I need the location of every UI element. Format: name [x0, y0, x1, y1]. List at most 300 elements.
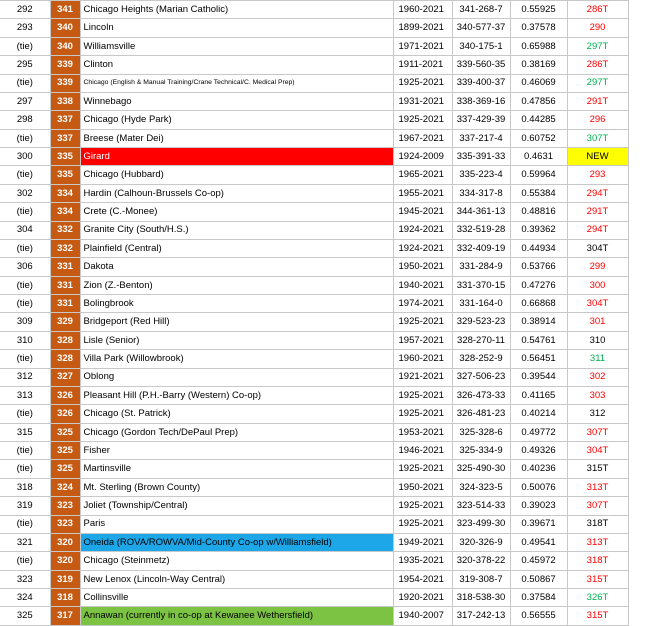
prev-rank-cell[interactable]: 311 [567, 350, 628, 368]
empty-cell[interactable] [628, 166, 660, 184]
empty-cell[interactable] [628, 478, 660, 496]
wins-cell[interactable]: 335 [50, 166, 80, 184]
rank-cell[interactable]: 309 [0, 313, 50, 331]
team-cell[interactable]: Hardin (Calhoun-Brussels Co-op) [80, 184, 393, 202]
table-row [0, 1, 660, 19]
record-cell[interactable]: 325-334-9 [452, 442, 510, 460]
rank-cell[interactable]: 306 [0, 258, 50, 276]
empty-cell[interactable] [628, 552, 660, 570]
empty-cell[interactable] [628, 203, 660, 221]
team-cell[interactable]: Annawan (currently in co-op at Kewanee Wethersfield) [80, 607, 393, 625]
record-cell[interactable]: 326-473-33 [452, 386, 510, 404]
years-cell[interactable]: 1965-2021 [393, 166, 452, 184]
prev-rank-cell[interactable]: 293 [567, 166, 628, 184]
table-row [0, 515, 660, 533]
team-cell[interactable]: Clinton [80, 56, 393, 74]
team-cell[interactable]: Chicago (English & Manual Training/Crane Technical/C. Medical Prep) [80, 74, 393, 92]
team-cell[interactable]: Martinsville [80, 460, 393, 478]
record-cell[interactable]: 341-268-7 [452, 1, 510, 19]
years-cell[interactable]: 1946-2021 [393, 442, 452, 460]
prev-rank-cell[interactable]: 315T [567, 570, 628, 588]
rank-cell[interactable]: 297 [0, 92, 50, 110]
wins-cell[interactable]: 331 [50, 295, 80, 313]
prev-rank-cell[interactable]: 318T [567, 552, 628, 570]
table-row [0, 423, 660, 441]
table-row [0, 37, 660, 55]
years-cell[interactable]: 1940-2007 [393, 607, 452, 625]
prev-rank-cell[interactable]: 294T [567, 221, 628, 239]
years-cell[interactable]: 1974-2021 [393, 295, 452, 313]
team-cell[interactable]: Granite City (South/H.S.) [80, 221, 393, 239]
empty-cell[interactable] [628, 56, 660, 74]
team-cell[interactable]: Girard [80, 148, 393, 166]
wins-cell[interactable]: 335 [50, 148, 80, 166]
empty-cell[interactable] [628, 19, 660, 37]
record-cell[interactable]: 323-499-30 [452, 515, 510, 533]
rank-cell[interactable]: (tie) [0, 37, 50, 55]
team-cell[interactable]: Dakota [80, 258, 393, 276]
table-body [0, 1, 660, 626]
rank-cell[interactable]: (tie) [0, 552, 50, 570]
prev-rank-cell[interactable]: 315T [567, 460, 628, 478]
pct-cell[interactable]: 0.39671 [510, 515, 567, 533]
record-cell[interactable]: 327-506-23 [452, 368, 510, 386]
rank-cell[interactable]: 298 [0, 111, 50, 129]
years-cell[interactable]: 1925-2021 [393, 111, 452, 129]
prev-rank-cell[interactable]: 307T [567, 497, 628, 515]
empty-cell[interactable] [628, 1, 660, 19]
pct-cell[interactable]: 0.39544 [510, 368, 567, 386]
years-cell[interactable]: 1949-2021 [393, 533, 452, 551]
prev-rank-cell[interactable]: 307T [567, 423, 628, 441]
pct-cell[interactable]: 0.45972 [510, 552, 567, 570]
pct-cell[interactable]: 0.54761 [510, 331, 567, 349]
wins-cell[interactable]: 332 [50, 221, 80, 239]
pct-cell[interactable]: 0.41165 [510, 386, 567, 404]
prev-rank-cell[interactable]: 291T [567, 203, 628, 221]
wins-cell[interactable]: 327 [50, 368, 80, 386]
table-row [0, 533, 660, 551]
wins-cell[interactable]: 325 [50, 442, 80, 460]
wins-cell[interactable]: 318 [50, 589, 80, 607]
pct-cell[interactable]: 0.66868 [510, 295, 567, 313]
prev-rank-cell[interactable]: 304T [567, 295, 628, 313]
wins-cell[interactable]: 339 [50, 56, 80, 74]
pct-cell[interactable]: 0.53766 [510, 258, 567, 276]
empty-cell[interactable] [628, 423, 660, 441]
years-cell[interactable]: 1925-2021 [393, 497, 452, 515]
rank-cell[interactable]: (tie) [0, 405, 50, 423]
record-cell[interactable]: 334-317-8 [452, 184, 510, 202]
years-cell[interactable]: 1971-2021 [393, 37, 452, 55]
empty-cell[interactable] [628, 111, 660, 129]
empty-cell[interactable] [628, 258, 660, 276]
wins-cell[interactable]: 325 [50, 460, 80, 478]
table-row [0, 478, 660, 496]
pct-cell[interactable]: 0.37578 [510, 19, 567, 37]
years-cell[interactable]: 1925-2021 [393, 405, 452, 423]
team-cell[interactable]: Chicago (St. Patrick) [80, 405, 393, 423]
empty-cell[interactable] [628, 386, 660, 404]
rank-cell[interactable]: (tie) [0, 515, 50, 533]
record-cell[interactable]: 331-284-9 [452, 258, 510, 276]
empty-cell[interactable] [628, 295, 660, 313]
record-cell[interactable]: 319-308-7 [452, 570, 510, 588]
team-cell[interactable]: Winnebago [80, 92, 393, 110]
rank-cell[interactable]: 325 [0, 607, 50, 625]
prev-rank-cell[interactable]: 297T [567, 74, 628, 92]
empty-cell[interactable] [628, 239, 660, 257]
table-row [0, 295, 660, 313]
team-cell[interactable]: Lincoln [80, 19, 393, 37]
pct-cell[interactable]: 0.59964 [510, 166, 567, 184]
pct-cell[interactable]: 0.60752 [510, 129, 567, 147]
pct-cell[interactable]: 0.47856 [510, 92, 567, 110]
years-cell[interactable]: 1911-2021 [393, 56, 452, 74]
rank-cell[interactable]: (tie) [0, 295, 50, 313]
empty-cell[interactable] [628, 276, 660, 294]
team-cell[interactable]: Chicago (Hyde Park) [80, 111, 393, 129]
wins-cell[interactable]: 328 [50, 331, 80, 349]
empty-cell[interactable] [628, 515, 660, 533]
pct-cell[interactable]: 0.40236 [510, 460, 567, 478]
table-row [0, 19, 660, 37]
years-cell[interactable]: 1924-2009 [393, 148, 452, 166]
prev-rank-cell[interactable]: 291T [567, 92, 628, 110]
table-row [0, 276, 660, 294]
team-cell[interactable]: Crete (C.-Monee) [80, 203, 393, 221]
years-cell[interactable]: 1935-2021 [393, 552, 452, 570]
years-cell[interactable]: 1950-2021 [393, 478, 452, 496]
rank-cell[interactable]: (tie) [0, 74, 50, 92]
record-cell[interactable]: 340-577-37 [452, 19, 510, 37]
years-cell[interactable]: 1950-2021 [393, 258, 452, 276]
table-row [0, 552, 660, 570]
empty-cell[interactable] [628, 74, 660, 92]
team-cell[interactable]: Pleasant Hill (P.H.-Barry (Western) Co-op) [80, 386, 393, 404]
table-row [0, 350, 660, 368]
pct-cell[interactable]: 0.40214 [510, 405, 567, 423]
prev-rank-cell[interactable]: 302 [567, 368, 628, 386]
table-row [0, 570, 660, 588]
pct-cell[interactable]: 0.49326 [510, 442, 567, 460]
team-cell[interactable]: Mt. Sterling (Brown County) [80, 478, 393, 496]
empty-cell[interactable] [628, 92, 660, 110]
prev-rank-cell[interactable]: 286T [567, 1, 628, 19]
wins-cell[interactable]: 329 [50, 313, 80, 331]
empty-cell[interactable] [628, 533, 660, 551]
record-cell[interactable]: 320-378-22 [452, 552, 510, 570]
prev-rank-cell[interactable]: 313T [567, 478, 628, 496]
table-row [0, 368, 660, 386]
record-cell[interactable]: 339-560-35 [452, 56, 510, 74]
table-row [0, 258, 660, 276]
wins-cell[interactable]: 317 [50, 607, 80, 625]
record-cell[interactable]: 328-252-9 [452, 350, 510, 368]
record-cell[interactable]: 320-326-9 [452, 533, 510, 551]
empty-cell[interactable] [628, 589, 660, 607]
record-cell[interactable]: 329-523-23 [452, 313, 510, 331]
table-row [0, 56, 660, 74]
pct-cell[interactable]: 0.50867 [510, 570, 567, 588]
years-cell[interactable]: 1967-2021 [393, 129, 452, 147]
record-cell[interactable]: 344-361-13 [452, 203, 510, 221]
team-cell[interactable]: Bolingbrook [80, 295, 393, 313]
pct-cell[interactable]: 0.38169 [510, 56, 567, 74]
rank-cell[interactable]: 312 [0, 368, 50, 386]
team-cell[interactable]: Lisle (Senior) [80, 331, 393, 349]
team-cell[interactable]: Collinsville [80, 589, 393, 607]
prev-rank-cell[interactable]: NEW [567, 148, 628, 166]
years-cell[interactable]: 1940-2021 [393, 276, 452, 294]
team-cell[interactable]: Joliet (Township/Central) [80, 497, 393, 515]
rank-cell[interactable]: (tie) [0, 276, 50, 294]
wins-cell[interactable]: 319 [50, 570, 80, 588]
rank-cell[interactable]: 300 [0, 148, 50, 166]
empty-cell[interactable] [628, 350, 660, 368]
table-row [0, 497, 660, 515]
pct-cell[interactable]: 0.4631 [510, 148, 567, 166]
years-cell[interactable]: 1925-2021 [393, 515, 452, 533]
wins-cell[interactable]: 324 [50, 478, 80, 496]
team-cell[interactable]: Zion (Z.-Benton) [80, 276, 393, 294]
record-cell[interactable]: 337-217-4 [452, 129, 510, 147]
wins-cell[interactable]: 338 [50, 92, 80, 110]
years-cell[interactable]: 1924-2021 [393, 221, 452, 239]
wins-cell[interactable]: 331 [50, 276, 80, 294]
empty-cell[interactable] [628, 368, 660, 386]
empty-cell[interactable] [628, 460, 660, 478]
years-cell[interactable]: 1925-2021 [393, 313, 452, 331]
pct-cell[interactable]: 0.39362 [510, 221, 567, 239]
pct-cell[interactable]: 0.56451 [510, 350, 567, 368]
wins-cell[interactable]: 320 [50, 552, 80, 570]
rank-cell[interactable]: 293 [0, 19, 50, 37]
record-cell[interactable]: 339-400-37 [452, 74, 510, 92]
record-cell[interactable]: 324-323-5 [452, 478, 510, 496]
pct-cell[interactable]: 0.47276 [510, 276, 567, 294]
wins-cell[interactable]: 331 [50, 258, 80, 276]
pct-cell[interactable]: 0.65988 [510, 37, 567, 55]
wins-cell[interactable]: 323 [50, 497, 80, 515]
team-cell[interactable]: Chicago (Steinmetz) [80, 552, 393, 570]
empty-cell[interactable] [628, 184, 660, 202]
rank-cell[interactable]: 292 [0, 1, 50, 19]
table-row [0, 331, 660, 349]
prev-rank-cell[interactable]: 299 [567, 258, 628, 276]
pct-cell[interactable]: 0.55925 [510, 1, 567, 19]
team-cell[interactable]: Oblong [80, 368, 393, 386]
team-cell[interactable]: Breese (Mater Dei) [80, 129, 393, 147]
table-row [0, 148, 660, 166]
prev-rank-cell[interactable]: 310 [567, 331, 628, 349]
record-cell[interactable]: 326-481-23 [452, 405, 510, 423]
table-row [0, 313, 660, 331]
record-cell[interactable]: 331-370-15 [452, 276, 510, 294]
pct-cell[interactable]: 0.55384 [510, 184, 567, 202]
team-cell[interactable]: Chicago (Hubbard) [80, 166, 393, 184]
table-row [0, 203, 660, 221]
rank-cell[interactable]: 313 [0, 386, 50, 404]
rank-cell[interactable]: (tie) [0, 203, 50, 221]
rank-cell[interactable]: 315 [0, 423, 50, 441]
team-cell[interactable]: Chicago (Gordon Tech/DePaul Prep) [80, 423, 393, 441]
pct-cell[interactable]: 0.38914 [510, 313, 567, 331]
record-cell[interactable]: 325-328-6 [452, 423, 510, 441]
table-row [0, 589, 660, 607]
record-cell[interactable]: 317-242-13 [452, 607, 510, 625]
team-cell[interactable]: Chicago Heights (Marian Catholic) [80, 1, 393, 19]
record-cell[interactable]: 325-490-30 [452, 460, 510, 478]
record-cell[interactable]: 335-391-33 [452, 148, 510, 166]
table-row [0, 442, 660, 460]
rank-cell[interactable]: (tie) [0, 166, 50, 184]
pct-cell[interactable]: 0.44934 [510, 239, 567, 257]
prev-rank-cell[interactable]: 296 [567, 111, 628, 129]
prev-rank-cell[interactable]: 315T [567, 607, 628, 625]
pct-cell[interactable]: 0.37584 [510, 589, 567, 607]
table-row [0, 184, 660, 202]
wins-cell[interactable]: 340 [50, 37, 80, 55]
empty-cell[interactable] [628, 442, 660, 460]
record-cell[interactable]: 338-369-16 [452, 92, 510, 110]
team-cell[interactable]: Williamsville [80, 37, 393, 55]
team-cell[interactable]: Oneida (ROVA/ROWVA/Mid-County Co-op w/Williamsfield) [80, 533, 393, 551]
rank-cell[interactable]: 310 [0, 331, 50, 349]
table-row [0, 239, 660, 257]
empty-cell[interactable] [628, 148, 660, 166]
years-cell[interactable]: 1953-2021 [393, 423, 452, 441]
rank-cell[interactable]: (tie) [0, 239, 50, 257]
rank-cell[interactable]: (tie) [0, 460, 50, 478]
prev-rank-cell[interactable]: 326T [567, 589, 628, 607]
prev-rank-cell[interactable]: 286T [567, 56, 628, 74]
empty-cell[interactable] [628, 497, 660, 515]
wins-cell[interactable]: 334 [50, 203, 80, 221]
rank-cell[interactable]: (tie) [0, 442, 50, 460]
record-cell[interactable]: 332-519-28 [452, 221, 510, 239]
rank-cell[interactable]: 323 [0, 570, 50, 588]
wins-cell[interactable]: 337 [50, 129, 80, 147]
record-cell[interactable]: 340-175-1 [452, 37, 510, 55]
team-cell[interactable]: New Lenox (Lincoln-Way Central) [80, 570, 393, 588]
team-cell[interactable]: Plainfield (Central) [80, 239, 393, 257]
rank-cell[interactable]: 319 [0, 497, 50, 515]
pct-cell[interactable]: 0.56555 [510, 607, 567, 625]
pct-cell[interactable]: 0.49541 [510, 533, 567, 551]
rank-cell[interactable]: 295 [0, 56, 50, 74]
rank-cell[interactable]: 324 [0, 589, 50, 607]
record-cell[interactable]: 323-514-33 [452, 497, 510, 515]
record-cell[interactable]: 335-223-4 [452, 166, 510, 184]
years-cell[interactable]: 1954-2021 [393, 570, 452, 588]
years-cell[interactable]: 1960-2021 [393, 1, 452, 19]
team-cell[interactable]: Paris [80, 515, 393, 533]
rank-cell[interactable]: (tie) [0, 350, 50, 368]
table-row [0, 460, 660, 478]
pct-cell[interactable]: 0.49772 [510, 423, 567, 441]
years-cell[interactable]: 1924-2021 [393, 239, 452, 257]
team-cell[interactable]: Fisher [80, 442, 393, 460]
wins-cell[interactable]: 320 [50, 533, 80, 551]
team-cell[interactable]: Villa Park (Willowbrook) [80, 350, 393, 368]
prev-rank-cell[interactable]: 290 [567, 19, 628, 37]
pct-cell[interactable]: 0.46069 [510, 74, 567, 92]
years-cell[interactable]: 1931-2021 [393, 92, 452, 110]
record-cell[interactable]: 332-409-19 [452, 239, 510, 257]
rank-cell[interactable]: (tie) [0, 129, 50, 147]
empty-cell[interactable] [628, 221, 660, 239]
table-row [0, 111, 660, 129]
record-cell[interactable]: 328-270-11 [452, 331, 510, 349]
prev-rank-cell[interactable]: 304T [567, 442, 628, 460]
empty-cell[interactable] [628, 129, 660, 147]
years-cell[interactable]: 1925-2021 [393, 74, 452, 92]
prev-rank-cell[interactable]: 303 [567, 386, 628, 404]
empty-cell[interactable] [628, 313, 660, 331]
wins-cell[interactable]: 340 [50, 19, 80, 37]
years-cell[interactable]: 1925-2021 [393, 460, 452, 478]
wins-cell[interactable]: 341 [50, 1, 80, 19]
rank-cell[interactable]: 318 [0, 478, 50, 496]
rank-cell[interactable]: 302 [0, 184, 50, 202]
wins-cell[interactable]: 326 [50, 405, 80, 423]
prev-rank-cell[interactable]: 301 [567, 313, 628, 331]
empty-cell[interactable] [628, 607, 660, 625]
years-cell[interactable]: 1960-2021 [393, 350, 452, 368]
record-cell[interactable]: 337-429-39 [452, 111, 510, 129]
pct-cell[interactable]: 0.48816 [510, 203, 567, 221]
years-cell[interactable]: 1925-2021 [393, 386, 452, 404]
prev-rank-cell[interactable]: 294T [567, 184, 628, 202]
empty-cell[interactable] [628, 405, 660, 423]
years-cell[interactable]: 1920-2021 [393, 589, 452, 607]
wins-cell[interactable]: 339 [50, 74, 80, 92]
wins-cell[interactable]: 337 [50, 111, 80, 129]
wins-cell[interactable]: 326 [50, 386, 80, 404]
pct-cell[interactable]: 0.39023 [510, 497, 567, 515]
prev-rank-cell[interactable]: 304T [567, 239, 628, 257]
record-cell[interactable]: 331-164-0 [452, 295, 510, 313]
rank-cell[interactable]: 304 [0, 221, 50, 239]
years-cell[interactable]: 1955-2021 [393, 184, 452, 202]
prev-rank-cell[interactable]: 318T [567, 515, 628, 533]
prev-rank-cell[interactable]: 300 [567, 276, 628, 294]
empty-cell[interactable] [628, 37, 660, 55]
pct-cell[interactable]: 0.50076 [510, 478, 567, 496]
empty-cell[interactable] [628, 570, 660, 588]
pct-cell[interactable]: 0.44285 [510, 111, 567, 129]
record-cell[interactable]: 318-538-30 [452, 589, 510, 607]
years-cell[interactable]: 1945-2021 [393, 203, 452, 221]
wins-cell[interactable]: 325 [50, 423, 80, 441]
prev-rank-cell[interactable]: 312 [567, 405, 628, 423]
years-cell[interactable]: 1921-2021 [393, 368, 452, 386]
wins-cell[interactable]: 323 [50, 515, 80, 533]
wins-cell[interactable]: 334 [50, 184, 80, 202]
years-cell[interactable]: 1957-2021 [393, 331, 452, 349]
wins-cell[interactable]: 328 [50, 350, 80, 368]
prev-rank-cell[interactable]: 297T [567, 37, 628, 55]
rank-cell[interactable]: 321 [0, 533, 50, 551]
years-cell[interactable]: 1899-2021 [393, 19, 452, 37]
table-row [0, 166, 660, 184]
prev-rank-cell[interactable]: 307T [567, 129, 628, 147]
team-cell[interactable]: Bridgeport (Red Hill) [80, 313, 393, 331]
empty-cell[interactable] [628, 331, 660, 349]
prev-rank-cell[interactable]: 313T [567, 533, 628, 551]
wins-cell[interactable]: 332 [50, 239, 80, 257]
